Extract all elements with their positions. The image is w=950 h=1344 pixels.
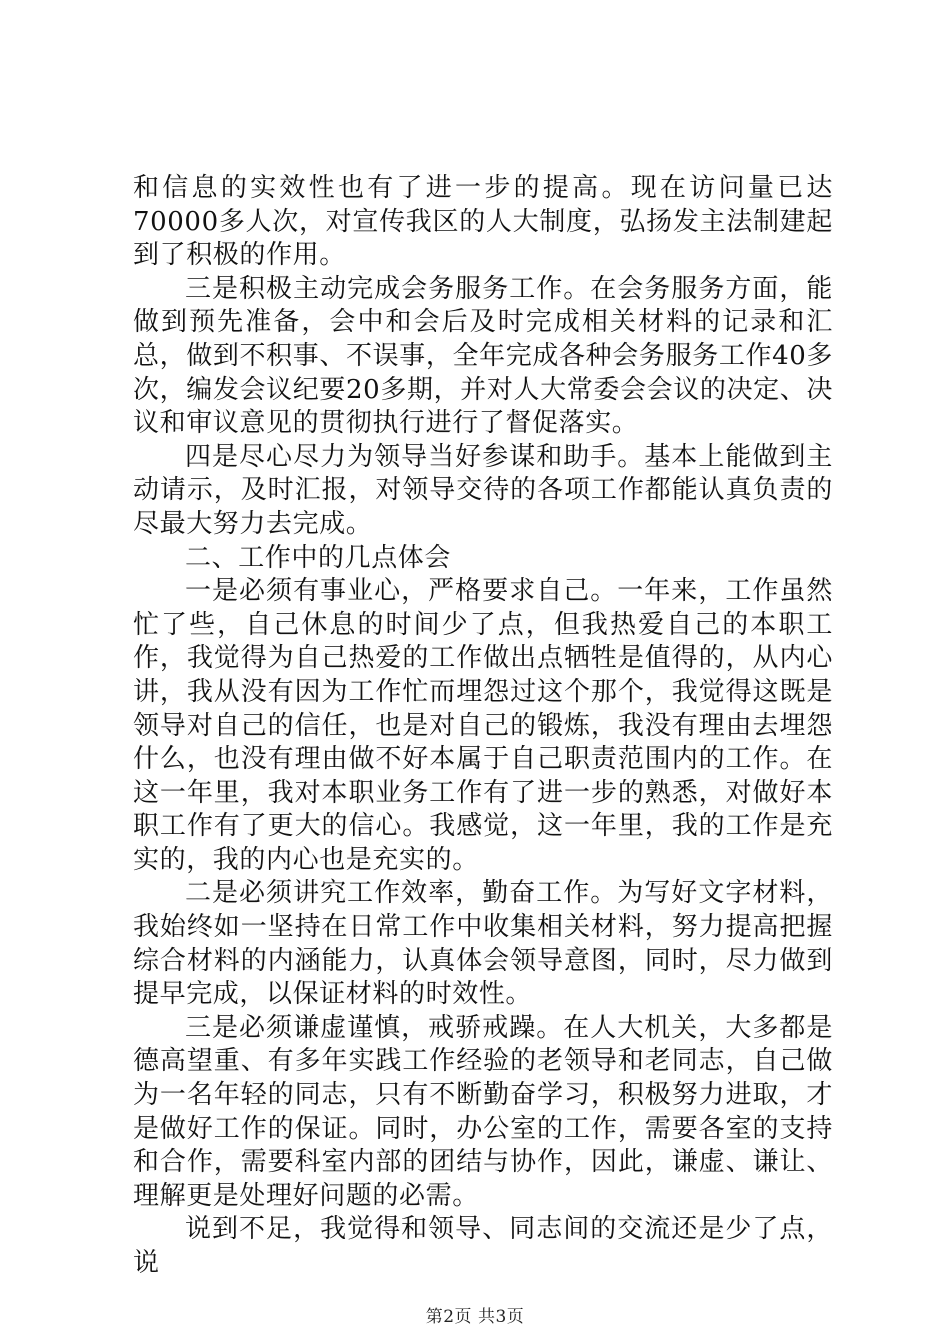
page-number-footer: 第2页 共3页 — [425, 1307, 525, 1327]
paragraph-1: 和信息的实效性也有了进一步的提高。现在访问量已达70000多人次，对宣传我区的人大制度，弘扬发主法制建起到了积极的作用。 — [133, 173, 833, 271]
paragraph-6: 三是必须谦虚谨慎，戒骄戒躁。在人大机关，大多都是德高望重、有多年实践工作经验的老领导和老同志，自己做为一名年轻的同志，只有不断勤奋学习，积极努力进取，才是做好工作的保证。同时，办公室的工作，需要各室的支持和合作，需要科室内部的团结与协作，因此，谦虚、谦让、理解更是处理好问题的必需。 — [133, 1012, 833, 1211]
paragraph-7: 说到不足，我觉得和领导、同志间的交流还是少了点，说 — [133, 1214, 833, 1278]
paragraph-3: 四是尽心尽力为领导当好参谋和助手。基本上能做到主动请示，及时汇报，对领导交待的各项工作都能认真负责的尽最大努力去完成。 — [133, 441, 833, 539]
section-heading: 二、工作中的几点体会 — [185, 542, 452, 573]
paragraph-4: 一是必须有事业心，严格要求自己。一年来，工作虽然忙了些，自己休息的时间少了点，但我热爱自己的本职工作，我觉得为自己热爱的工作做出点牺牲是值得的，从内心讲，我从没有因为工作忙而埋怨过这个那个，我觉得这既是领导对自己的信任，也是对自己的锻炼，我没有理由去埋怨什么，也没有理由做不好本属于自己职责范围内的工作。在这一年里，我对本职业务工作有了进一步的熟悉，对做好本职工作有了更大的信心。我感觉，这一年里，我的工作是充实的，我的内心也是充实的。 — [133, 576, 833, 875]
paragraph-5: 二是必须讲究工作效率，勤奋工作。为写好文字材料，我始终如一坚持在日常工作中收集相关材料，努力提高把握综合材料的内涵能力，认真体会领导意图，同时，尽力做到提早完成，以保证材料的时效性。 — [133, 878, 833, 1010]
paragraph-2: 三是积极主动完成会务服务工作。在会务服务方面，能做到预先准备，会中和会后及时完成相关材料的记录和汇总，做到不积事、不误事，全年完成各种会务服务工作40多次，编发会议纪要20多期，并对人大常委会会议的决定、决议和审议意见的贯彻执行进行了督促落实。 — [133, 273, 833, 439]
document-body — [133, 172, 833, 1281]
